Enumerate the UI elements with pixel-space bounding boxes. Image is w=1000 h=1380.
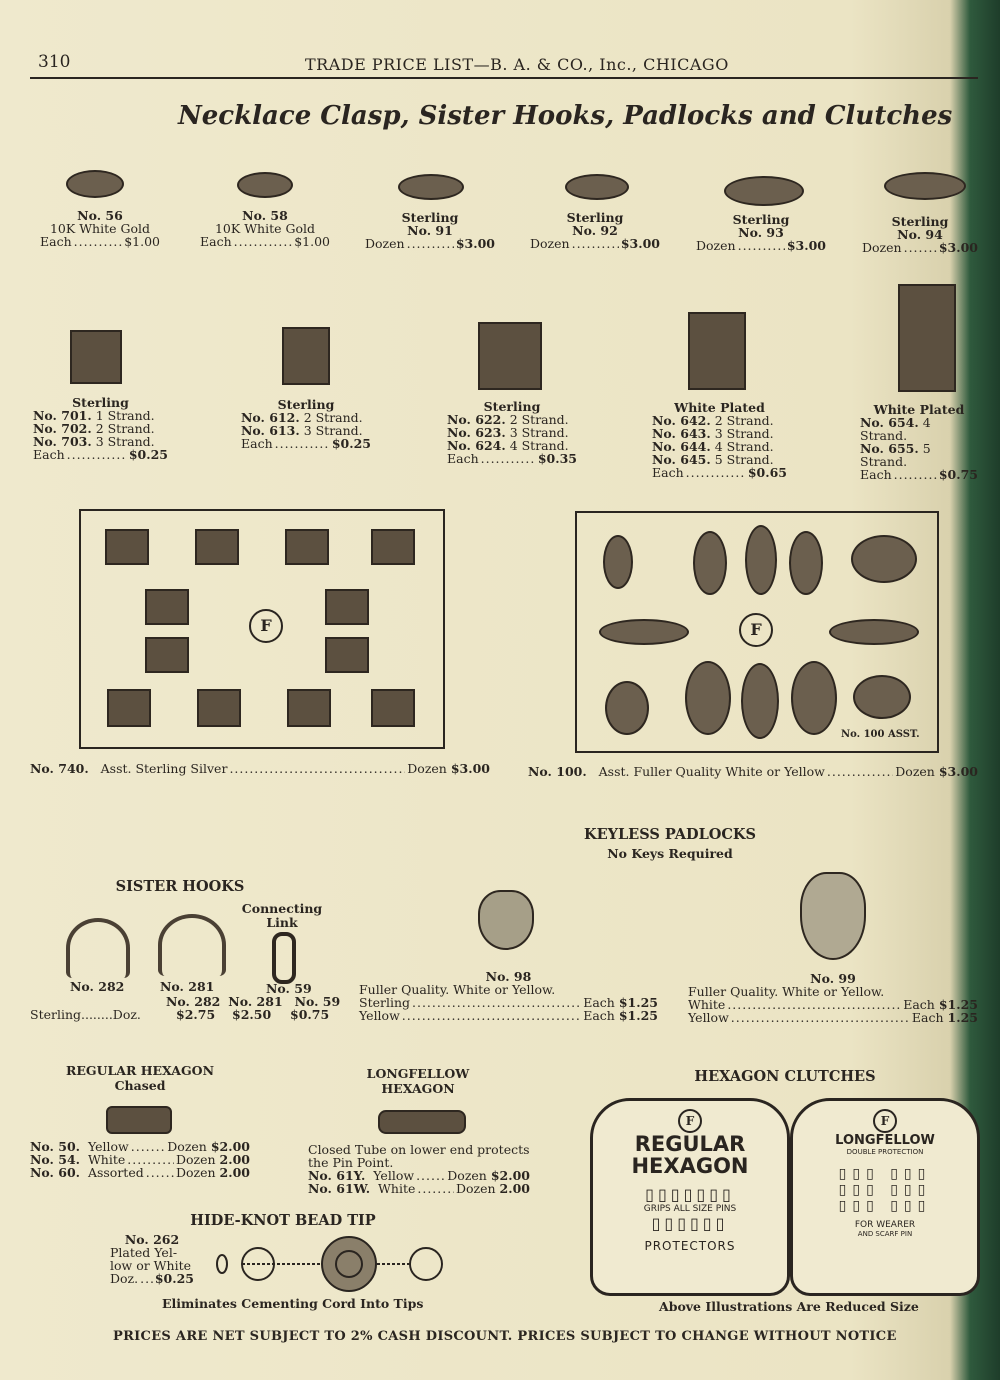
item-702-number: No. 702. [33,421,92,436]
item-612-number: No. 612. [241,410,300,425]
page-footer: PRICES ARE NET SUBJECT TO 2% CASH DISCOUNT. PRICES SUBJECT TO CHANGE WITHOUT NOTICE [113,1329,897,1344]
item-644-number: No. 644. [652,439,711,454]
product-58-number: No. 58 [242,208,288,223]
product-56-number: No. 56 [77,208,123,223]
assortment-740-clasp [371,689,415,727]
clasp-image-654 [898,284,956,392]
hex-61y-number: No. 61Y. [308,1168,366,1183]
hex-60-unit: Dozen [175,1165,216,1180]
assortment-100-caption [528,765,978,778]
item-643-number: No. 643. [652,426,711,441]
bead-tip-262 [110,1233,194,1285]
bead-tip-line: low or White [110,1258,191,1273]
link-59-number: No. 59 [266,981,312,996]
hex-54-price: 2.00 [219,1152,250,1167]
longfellow-hexagon-list [308,1143,530,1195]
product-58-price: $1.00 [294,234,330,249]
bead-tip-rosette [322,1237,376,1291]
group-642-unit: Each [652,465,684,480]
sister-hook-image-282 [66,918,130,978]
longfellow-heading-line: HEXAGON [381,1081,455,1096]
item-613-desc: 3 Strand. [303,423,363,438]
hex-61w-unit: Dozen [455,1181,496,1196]
padlock-99-row-unit: Each [903,997,935,1012]
bead-tip-ring [217,1255,227,1273]
padlock-image-99 [800,872,866,960]
assortment-100-clasp [603,535,633,589]
padlock-98-row-unit: Each [583,1008,615,1023]
hex-61y-color: Yellow [373,1168,415,1183]
regular-hexagon-card-footer: PROTECTORS [644,1239,736,1253]
clasp-image-701 [70,330,122,384]
assortment-100-clasp [853,675,911,719]
product-654-group [860,403,978,481]
regular-hexagon-card-title-2: HEXAGON [631,1154,749,1178]
product-58-material: 10K White Gold [214,221,316,236]
clasp-image-56 [66,170,124,198]
hex-54-unit: Dozen [175,1152,216,1167]
hex-60-color: Assorted [87,1165,144,1180]
product-622-group [447,400,577,465]
hex-50-number: No. 50. [30,1139,80,1154]
product-701-group [33,396,168,461]
item-702-desc: 2 Strand. [95,421,155,436]
longfellow-card-footer-1: FOR WEARER [854,1220,916,1230]
padlock-98-number: No. 98 [485,969,532,984]
padlock-99-row-label: Yellow [688,1010,729,1025]
regular-hexagon-image [106,1106,172,1134]
item-642-number: No. 642. [652,413,711,428]
group-622-unit: Each [447,451,479,466]
item-623-number: No. 623. [447,425,506,440]
product-58 [200,209,330,248]
assortment-100-clasp [685,661,731,735]
hex-61w-price: 2.00 [499,1181,530,1196]
clasp-image-612 [282,327,330,385]
item-655-desc: 5 Strand. [860,441,931,469]
connecting-link-image-59 [272,932,296,984]
regular-hexagon-list [30,1140,250,1179]
group-612-price: $0.25 [331,436,371,451]
longfellow-card-title: LONGFELLOW [835,1133,935,1148]
connecting-link-heading [236,902,328,930]
hide-knot-heading: HIDE-KNOT BEAD TIP [190,1212,376,1229]
hex-61w-number: No. 61W. [308,1181,371,1196]
product-56-price: $1.00 [124,234,160,249]
clasp-image-92 [565,174,629,200]
item-644-desc: 4 Strand. [714,439,774,454]
bead-tip-number: No. 262 [124,1232,180,1247]
group-612-unit: Each [241,436,273,451]
padlock-98-row-price: $1.25 [618,995,658,1010]
col-281: No. 281 [228,994,283,1009]
padlock-99-row-unit: Each [911,1010,944,1025]
hex-61y-price: $2.00 [490,1168,530,1183]
product-58-unit: Each [200,234,232,249]
longfellow-card-footer-2: AND SCARF PIN [857,1230,913,1238]
connecting-link-heading-line: Connecting [241,901,323,916]
clutches-caption: Above Illustrations Are Reduced Size [659,1299,919,1314]
product-91 [365,211,495,250]
longfellow-desc-line: the Pin Point. [308,1155,394,1170]
connecting-link-heading-line: Link [266,915,298,930]
product-612-group [241,398,371,450]
item-613-number: No. 613. [241,423,300,438]
group-701-unit: Each [33,447,65,462]
item-642-desc: 2 Strand. [714,413,774,428]
product-93-unit: Dozen [696,238,736,253]
product-93-number: No. 93 [738,225,784,240]
padlock-99-desc: Fuller Quality. White or Yellow. [688,984,885,999]
hex-61w-color: White [378,1181,416,1196]
hex-60-price: 2.00 [219,1165,250,1180]
group-642-material: White Plated [674,400,765,415]
assortment-740-clasp [287,689,331,727]
fuller-logo: F [739,613,773,647]
product-93-material: Sterling [732,212,790,227]
clasp-image-622 [478,322,542,390]
assortment-100-number: No. 100. [528,764,587,779]
assortment-100-clasp [789,531,823,595]
longfellow-desc-line: Closed Tube on lower end protects [308,1142,530,1157]
sister-hooks-price-row [30,1008,340,1021]
sister-hooks-heading: SISTER HOOKS [115,878,245,895]
regular-hexagon-heading [60,1063,220,1093]
assortment-740-unit: Dozen [407,761,447,776]
clutch-row: ▯▯▯▯▯▯ [651,1214,729,1233]
product-94-price: $3.00 [938,240,978,255]
assortment-100-clasp [851,535,917,583]
bead-tip-price: $0.25 [154,1271,194,1286]
assortment-100-card [575,511,939,753]
bead-tip-caption: Eliminates Cementing Cord Into Tips [162,1296,424,1311]
assortment-740-clasp [145,589,189,625]
hex-54-color: White [87,1152,126,1167]
assortment-740-card [79,509,445,749]
item-701-desc: 1 Strand. [95,408,155,423]
price-282: $2.75 [176,1007,216,1022]
item-701-number: No. 701. [33,408,92,423]
fuller-logo: F [678,1109,702,1133]
keyless-padlocks-heading: KEYLESS PADLOCKS [583,826,757,843]
longfellow-hexagon-heading [348,1066,488,1096]
hex-60-number: No. 60. [30,1165,80,1180]
item-645-desc: 5 Strand. [714,452,774,467]
col-282: No. 282 [166,994,221,1009]
item-624-desc: 4 Strand. [509,438,569,453]
padlock-98-desc: Fuller Quality. White or Yellow. [359,982,556,997]
assortment-100-clasp [791,661,837,735]
item-703-number: No. 703. [33,434,92,449]
item-645-number: No. 645. [652,452,711,467]
product-94-unit: Dozen [862,240,902,255]
sister-hook-281-label [160,980,214,993]
item-654-desc: 4 Strand. [860,415,931,443]
clasp-image-642 [688,312,746,390]
page-title: Necklace Clasp, Sister Hooks, Padlocks and Clutches [178,101,953,131]
assortment-740-number: No. 740. [30,761,89,776]
padlock-98-row-price: $1.25 [618,1008,658,1023]
regular-hexagon-card [590,1098,790,1296]
assortment-100-label: No. 100 ASST. [841,729,920,740]
product-93 [696,213,826,252]
item-643-desc: 3 Strand. [714,426,774,441]
hex-50-unit: Dozen [167,1139,207,1154]
padlock-98 [359,970,658,1022]
clutch-row: ▯▯▯ ▯▯▯ [838,1182,932,1198]
item-612-desc: 2 Strand. [303,410,363,425]
bead-tip-line: Plated Yel- [110,1245,178,1260]
assortment-100-clasp [599,619,689,645]
assortment-740-clasp [105,529,149,565]
group-612-material: Sterling [277,397,335,412]
group-654-material: White Plated [873,402,965,417]
bead-tip-illustration [212,1236,446,1292]
padlock-99-row-price: $1.25 [938,997,978,1012]
assortment-740-clasp [197,689,241,727]
padlock-99-number: No. 99 [810,971,856,986]
product-91-price: $3.00 [455,236,495,251]
sister-hook-282-number: No. 282 [70,979,125,994]
assortment-100-clasp [829,619,919,645]
assortment-740-clasp [285,529,329,565]
assortment-740-clasp [325,637,369,673]
regular-hexagon-card-title-1: REGULAR [634,1132,746,1156]
longfellow-card [790,1098,980,1296]
assortment-740-desc: Asst. Sterling Silver [100,761,228,776]
padlock-99-row-price: 1.25 [947,1010,978,1025]
sister-hook-281-number: No. 281 [160,979,215,994]
product-91-number: No. 91 [407,223,453,238]
hex-61y-unit: Dozen [447,1168,487,1183]
sister-hook-282-label [70,980,124,993]
product-92-material: Sterling [566,210,624,225]
product-56-material: 10K White Gold [49,221,151,236]
assortment-740-clasp [107,689,151,727]
item-654-number: No. 654. [860,415,919,430]
product-92-price: $3.00 [620,236,660,251]
longfellow-card-subtitle: DOUBLE PROTECTION [846,1148,924,1156]
clasp-image-58 [237,172,293,198]
product-91-material: Sterling [401,210,459,225]
hex-50-color: Yellow [87,1139,129,1154]
padlock-98-row-label: Sterling [359,995,411,1010]
item-622-desc: 2 Strand. [509,412,569,427]
sister-hooks-row-label: Sterling........Doz. [30,1007,141,1022]
price-59: $0.75 [290,1007,330,1022]
page-number: 310 [38,52,71,72]
hex-50-price: $2.00 [210,1139,250,1154]
clutch-row: ▯▯▯▯▯▯▯ [645,1185,735,1204]
assortment-740-clasp [325,589,369,625]
item-622-number: No. 622. [447,412,506,427]
product-94-material: Sterling [891,214,949,229]
padlock-99 [688,972,978,1024]
clasp-image-94 [884,172,966,200]
clutch-row: ▯▯▯ ▯▯▯ [838,1198,932,1214]
product-94-number: No. 94 [897,227,943,242]
product-642-group [652,401,787,479]
group-654-unit: Each [860,467,892,482]
assortment-100-desc: Asst. Fuller Quality White or Yellow [598,764,825,779]
col-59: No. 59 [294,994,341,1009]
assortment-740-price: $3.00 [450,761,490,776]
regular-hexagon-card-tag: GRIPS ALL SIZE PINS [643,1204,737,1214]
product-56 [40,209,160,248]
group-642-price: $0.65 [747,465,787,480]
product-91-unit: Dozen [365,236,405,251]
bead-tip-cup [410,1248,442,1280]
assortment-100-clasp [605,681,649,735]
assortment-100-price: $3.00 [938,764,978,779]
group-701-price: $0.25 [128,447,168,462]
assortment-100-unit: Dozen [895,764,935,779]
fuller-logo: F [873,1109,897,1133]
item-703-desc: 3 Strand. [95,434,155,449]
product-92-number: No. 92 [572,223,618,238]
hex-54-number: No. 54. [30,1152,80,1167]
padlock-98-row-unit: Each [583,995,615,1010]
fuller-logo: F [249,609,283,643]
longfellow-heading-line: LONGFELLOW [366,1066,470,1081]
assortment-740-clasp [145,637,189,673]
sister-hook-image-281 [158,914,226,976]
item-623-desc: 3 Strand. [509,425,569,440]
product-92 [530,211,660,250]
item-624-number: No. 624. [447,438,506,453]
assortment-740-caption [30,762,490,775]
running-header: TRADE PRICE LIST—B. A. & CO., Inc., CHICAGO [305,55,729,74]
bead-tip-unit: Doz. [110,1271,139,1286]
clasp-image-91 [398,174,464,200]
assortment-100-clasp [741,663,779,739]
padlock-image-98 [478,890,534,950]
header-rule [30,77,978,79]
item-655-number: No. 655. [860,441,919,456]
group-654-price: $0.75 [938,467,978,482]
padlock-98-row-label: Yellow [359,1008,400,1023]
clutch-row: ▯▯▯ ▯▯▯ [838,1166,932,1182]
hexagon-clutches-heading: HEXAGON CLUTCHES [694,1068,876,1085]
product-93-price: $3.00 [786,238,826,253]
assortment-100-clasp [693,531,727,595]
keyless-padlocks-subheading: No Keys Required [607,846,733,861]
product-92-unit: Dozen [530,236,570,251]
longfellow-hexagon-image [378,1110,466,1134]
product-94 [862,215,978,254]
assortment-100-clasp [745,525,777,595]
group-701-material: Sterling [72,395,129,410]
regular-hexagon-heading-text: REGULAR HEXAGON [66,1063,214,1078]
regular-hexagon-sub: Chased [114,1078,166,1093]
assortment-740-clasp [371,529,415,565]
assortment-740-clasp [195,529,239,565]
product-56-unit: Each [40,234,72,249]
padlock-99-row-label: White [688,997,726,1012]
price-281: $2.50 [232,1007,272,1022]
group-622-material: Sterling [483,399,541,414]
clasp-image-93 [724,176,804,206]
group-622-price: $0.35 [537,451,577,466]
